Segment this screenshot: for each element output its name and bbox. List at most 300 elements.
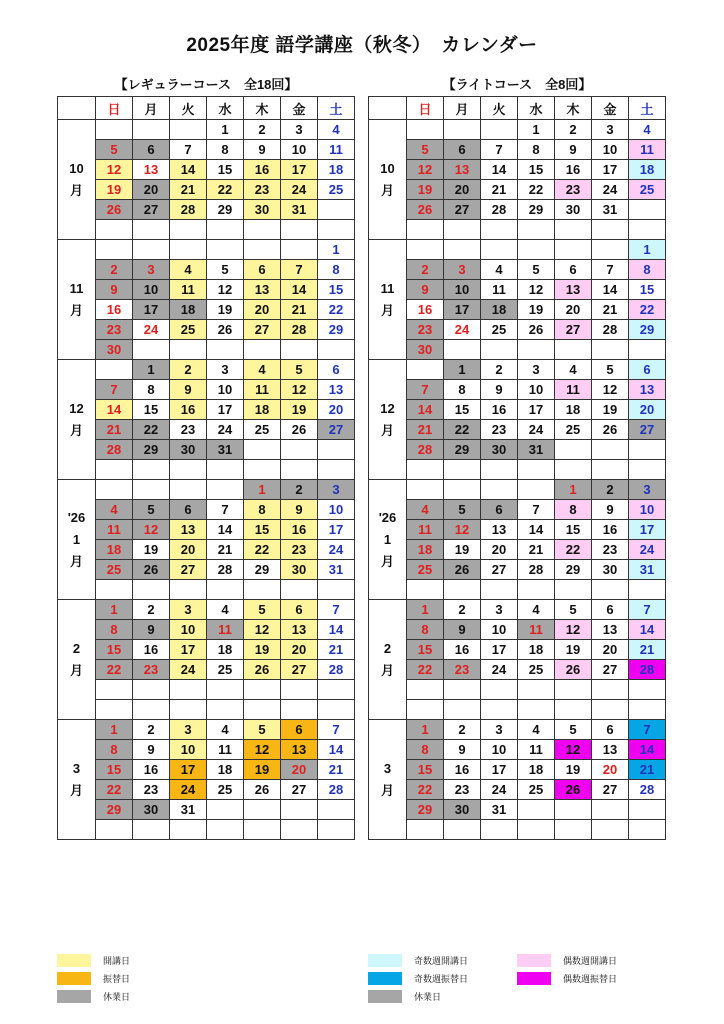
weekday-header: 日 (407, 97, 444, 120)
day-cell (592, 680, 629, 700)
day-cell: 27 (170, 560, 207, 580)
day-cell: 6 (281, 600, 318, 620)
day-cell: 7 (170, 140, 207, 160)
day-cell: 20 (318, 400, 355, 420)
day-cell: 21 (207, 540, 244, 560)
day-cell: 16 (407, 300, 444, 320)
day-cell: 21 (629, 640, 666, 660)
weekday-header: 日 (96, 97, 133, 120)
day-cell: 21 (407, 420, 444, 440)
day-cell: 1 (407, 600, 444, 620)
day-cell: 8 (96, 740, 133, 760)
day-cell: 2 (555, 120, 592, 140)
day-cell: 13 (281, 740, 318, 760)
day-cell: 13 (629, 380, 666, 400)
day-cell (444, 340, 481, 360)
day-cell (96, 120, 133, 140)
day-cell: 7 (207, 500, 244, 520)
month-label: 10 月 (369, 120, 407, 240)
day-cell: 22 (518, 180, 555, 200)
day-cell: 1 (207, 120, 244, 140)
day-cell: 22 (244, 540, 281, 560)
day-cell: 18 (407, 540, 444, 560)
day-cell: 24 (170, 660, 207, 680)
day-cell: 2 (244, 120, 281, 140)
day-cell (481, 220, 518, 240)
day-cell: 16 (170, 400, 207, 420)
day-cell: 10 (481, 740, 518, 760)
day-cell (244, 240, 281, 260)
day-cell: 1 (407, 720, 444, 740)
day-cell (133, 460, 170, 480)
month-label: 12 月 (58, 360, 96, 480)
day-cell: 16 (244, 160, 281, 180)
weekday-header: 土 (318, 97, 355, 120)
day-cell: 17 (207, 400, 244, 420)
day-cell: 23 (96, 320, 133, 340)
day-cell: 24 (481, 660, 518, 680)
day-cell: 7 (592, 260, 629, 280)
day-cell: 18 (207, 640, 244, 660)
day-cell (555, 440, 592, 460)
month-label: 11 月 (58, 240, 96, 360)
day-cell (407, 220, 444, 240)
day-cell (407, 580, 444, 600)
day-cell: 20 (481, 540, 518, 560)
day-cell (281, 240, 318, 260)
day-cell: 5 (555, 720, 592, 740)
week-row (369, 260, 666, 280)
day-cell: 26 (555, 780, 592, 800)
day-cell: 24 (207, 420, 244, 440)
day-cell: 8 (407, 620, 444, 640)
day-cell (444, 220, 481, 240)
day-cell: 20 (133, 180, 170, 200)
day-cell: 17 (170, 760, 207, 780)
day-cell: 7 (481, 140, 518, 160)
week-row (58, 720, 355, 740)
day-cell: 4 (207, 720, 244, 740)
day-cell (407, 820, 444, 840)
weekday-header: 土 (629, 97, 666, 120)
day-cell (629, 580, 666, 600)
day-cell: 6 (133, 140, 170, 160)
week-row (58, 260, 355, 280)
day-cell: 2 (133, 720, 170, 740)
day-cell: 31 (207, 440, 244, 460)
day-cell (96, 820, 133, 840)
day-cell: 9 (133, 620, 170, 640)
day-cell: 4 (96, 500, 133, 520)
day-cell: 7 (629, 600, 666, 620)
day-cell: 12 (281, 380, 318, 400)
day-cell (170, 220, 207, 240)
day-cell: 22 (133, 420, 170, 440)
day-cell: 3 (207, 360, 244, 380)
week-row (58, 220, 355, 240)
week-row (369, 520, 666, 540)
day-cell (170, 820, 207, 840)
day-cell: 26 (133, 560, 170, 580)
day-cell: 18 (244, 400, 281, 420)
day-cell (96, 460, 133, 480)
day-cell: 9 (592, 500, 629, 520)
day-cell: 22 (407, 780, 444, 800)
day-cell: 12 (518, 280, 555, 300)
day-cell: 14 (170, 160, 207, 180)
day-cell (96, 220, 133, 240)
day-cell: 14 (629, 740, 666, 760)
day-cell (592, 580, 629, 600)
day-cell: 31 (629, 560, 666, 580)
day-cell: 27 (555, 320, 592, 340)
day-cell: 14 (518, 520, 555, 540)
legend-swatch (368, 990, 402, 1003)
day-cell: 3 (133, 260, 170, 280)
weekday-header: 木 (244, 97, 281, 120)
day-cell: 25 (555, 420, 592, 440)
day-cell: 31 (481, 800, 518, 820)
day-cell: 26 (281, 420, 318, 440)
day-cell (629, 220, 666, 240)
day-cell: 5 (244, 720, 281, 740)
day-cell: 9 (555, 140, 592, 160)
day-cell (281, 340, 318, 360)
day-cell: 18 (518, 760, 555, 780)
day-cell: 30 (244, 200, 281, 220)
day-cell: 23 (244, 180, 281, 200)
legend-label: 奇数週開講日 (414, 956, 469, 966)
day-cell (592, 220, 629, 240)
page-title: 2025年度 語学講座（秋冬） カレンダー (186, 35, 538, 56)
day-cell: 20 (170, 540, 207, 560)
day-cell (207, 800, 244, 820)
day-cell (207, 240, 244, 260)
day-cell: 1 (518, 120, 555, 140)
day-cell (133, 700, 170, 720)
legend-item (517, 971, 617, 986)
day-cell: 16 (96, 300, 133, 320)
day-cell: 29 (207, 200, 244, 220)
day-cell: 28 (318, 780, 355, 800)
day-cell (170, 680, 207, 700)
day-cell: 25 (207, 780, 244, 800)
day-cell: 25 (244, 420, 281, 440)
day-cell (444, 120, 481, 140)
day-cell (318, 200, 355, 220)
day-cell: 7 (407, 380, 444, 400)
day-cell: 1 (444, 360, 481, 380)
day-cell: 9 (133, 740, 170, 760)
day-cell: 30 (555, 200, 592, 220)
day-cell: 9 (281, 500, 318, 520)
day-cell (555, 220, 592, 240)
week-row (58, 640, 355, 660)
week-row (369, 640, 666, 660)
day-cell: 9 (444, 620, 481, 640)
week-row (58, 540, 355, 560)
day-cell: 11 (555, 380, 592, 400)
day-cell: 6 (592, 600, 629, 620)
day-cell: 16 (133, 640, 170, 660)
day-cell (96, 360, 133, 380)
day-cell: 5 (592, 360, 629, 380)
day-cell: 11 (207, 740, 244, 760)
day-cell (244, 800, 281, 820)
day-cell (318, 440, 355, 460)
day-cell: 25 (629, 180, 666, 200)
day-cell (555, 580, 592, 600)
day-cell: 25 (207, 660, 244, 680)
day-cell: 28 (407, 440, 444, 460)
week-row (369, 500, 666, 520)
legend-item (368, 971, 468, 986)
day-cell: 1 (244, 480, 281, 500)
day-cell: 21 (518, 540, 555, 560)
day-cell: 12 (444, 520, 481, 540)
day-cell: 20 (281, 640, 318, 660)
day-cell: 22 (96, 660, 133, 680)
day-cell: 13 (592, 740, 629, 760)
legend-item (57, 953, 130, 968)
week-row (369, 600, 666, 620)
day-cell: 15 (96, 640, 133, 660)
day-cell: 26 (96, 200, 133, 220)
day-cell (133, 820, 170, 840)
legend-label: 奇数週振替日 (414, 974, 469, 984)
day-cell: 5 (244, 600, 281, 620)
week-row (369, 680, 666, 700)
day-cell: 4 (518, 600, 555, 620)
day-cell: 27 (281, 780, 318, 800)
day-cell: 10 (170, 740, 207, 760)
week-row (369, 440, 666, 460)
week-row (369, 460, 666, 480)
day-cell: 31 (518, 440, 555, 460)
day-cell (518, 460, 555, 480)
day-cell: 2 (481, 360, 518, 380)
day-cell: 20 (244, 300, 281, 320)
day-cell: 7 (318, 720, 355, 740)
day-cell: 31 (170, 800, 207, 820)
day-cell (170, 340, 207, 360)
day-cell: 12 (592, 380, 629, 400)
week-row (369, 280, 666, 300)
week-row (369, 180, 666, 200)
day-cell (629, 820, 666, 840)
week-row (369, 160, 666, 180)
day-cell: 5 (407, 140, 444, 160)
day-cell (318, 220, 355, 240)
day-cell: 26 (244, 660, 281, 680)
day-cell: 28 (318, 660, 355, 680)
day-cell: 3 (444, 260, 481, 280)
day-cell: 22 (207, 180, 244, 200)
day-cell (444, 820, 481, 840)
day-cell: 18 (318, 160, 355, 180)
legend-swatch (517, 972, 551, 985)
day-cell (481, 700, 518, 720)
day-cell: 11 (207, 620, 244, 640)
day-cell: 29 (407, 800, 444, 820)
day-cell: 26 (444, 560, 481, 580)
day-cell: 4 (555, 360, 592, 380)
day-cell (629, 460, 666, 480)
legend-swatch (368, 972, 402, 985)
day-cell: 28 (592, 320, 629, 340)
week-row (58, 460, 355, 480)
month-label: 12 月 (369, 360, 407, 480)
day-cell (318, 680, 355, 700)
day-cell: 6 (481, 500, 518, 520)
week-row (58, 200, 355, 220)
day-cell (244, 700, 281, 720)
day-cell (518, 680, 555, 700)
day-cell (518, 340, 555, 360)
day-cell: 6 (318, 360, 355, 380)
day-cell: 4 (481, 260, 518, 280)
week-row (58, 600, 355, 620)
day-cell (592, 800, 629, 820)
day-cell: 19 (518, 300, 555, 320)
day-cell (170, 120, 207, 140)
week-row (369, 340, 666, 360)
week-row (369, 480, 666, 500)
day-cell (133, 120, 170, 140)
day-cell: 19 (281, 400, 318, 420)
day-cell: 10 (318, 500, 355, 520)
day-cell: 13 (555, 280, 592, 300)
calendar-grid (368, 96, 666, 840)
weekday-header: 火 (481, 97, 518, 120)
day-cell: 11 (96, 520, 133, 540)
day-cell: 8 (96, 620, 133, 640)
month-label: 2 月 (58, 600, 96, 720)
week-row (58, 680, 355, 700)
day-cell: 8 (207, 140, 244, 160)
day-cell: 8 (629, 260, 666, 280)
day-cell: 4 (318, 120, 355, 140)
month-label: '26 1 月 (369, 480, 407, 600)
day-cell: 18 (170, 300, 207, 320)
day-cell (207, 340, 244, 360)
day-cell: 3 (518, 360, 555, 380)
day-cell: 10 (481, 620, 518, 640)
day-cell: 16 (592, 520, 629, 540)
day-cell (481, 480, 518, 500)
day-cell (518, 480, 555, 500)
day-cell: 25 (318, 180, 355, 200)
day-cell: 13 (281, 620, 318, 640)
day-cell: 5 (96, 140, 133, 160)
day-cell: 4 (207, 600, 244, 620)
day-cell: 24 (281, 180, 318, 200)
day-cell: 6 (244, 260, 281, 280)
day-cell: 15 (518, 160, 555, 180)
day-cell: 8 (133, 380, 170, 400)
day-cell: 19 (555, 640, 592, 660)
day-cell: 27 (592, 660, 629, 680)
day-cell: 9 (444, 740, 481, 760)
day-cell: 26 (207, 320, 244, 340)
day-cell: 14 (281, 280, 318, 300)
day-cell: 11 (481, 280, 518, 300)
day-cell: 11 (518, 740, 555, 760)
day-cell (555, 460, 592, 480)
day-cell: 1 (629, 240, 666, 260)
day-cell: 28 (481, 200, 518, 220)
day-cell: 9 (481, 380, 518, 400)
week-row (58, 700, 355, 720)
weekday-header: 月 (444, 97, 481, 120)
day-cell: 9 (170, 380, 207, 400)
day-cell (170, 580, 207, 600)
day-cell: 25 (407, 560, 444, 580)
day-cell (133, 240, 170, 260)
day-cell (318, 800, 355, 820)
day-cell: 24 (444, 320, 481, 340)
day-cell: 17 (318, 520, 355, 540)
day-cell: 17 (281, 160, 318, 180)
day-cell: 29 (96, 800, 133, 820)
day-cell: 20 (629, 400, 666, 420)
day-cell: 8 (518, 140, 555, 160)
legend-swatch (57, 990, 91, 1003)
day-cell: 23 (592, 540, 629, 560)
day-cell: 27 (281, 660, 318, 680)
week-row (58, 620, 355, 640)
day-cell: 21 (170, 180, 207, 200)
day-cell: 28 (281, 320, 318, 340)
day-cell (207, 680, 244, 700)
day-cell (281, 460, 318, 480)
day-cell: 16 (444, 760, 481, 780)
day-cell: 9 (407, 280, 444, 300)
day-cell: 25 (170, 320, 207, 340)
day-cell (244, 440, 281, 460)
day-cell: 7 (518, 500, 555, 520)
day-cell (170, 240, 207, 260)
week-row (58, 440, 355, 460)
week-row (369, 580, 666, 600)
day-cell: 29 (133, 440, 170, 460)
day-cell (629, 200, 666, 220)
day-cell: 24 (318, 540, 355, 560)
day-cell: 11 (244, 380, 281, 400)
day-cell: 30 (407, 340, 444, 360)
day-cell (318, 700, 355, 720)
day-cell: 7 (281, 260, 318, 280)
weekday-header: 水 (518, 97, 555, 120)
day-cell: 14 (318, 740, 355, 760)
day-cell: 27 (481, 560, 518, 580)
day-cell: 10 (444, 280, 481, 300)
day-cell: 19 (555, 760, 592, 780)
day-cell (318, 580, 355, 600)
week-row (369, 540, 666, 560)
day-cell: 12 (244, 740, 281, 760)
day-cell: 7 (96, 380, 133, 400)
day-cell (592, 820, 629, 840)
week-row (369, 200, 666, 220)
day-cell: 21 (318, 640, 355, 660)
day-cell: 26 (244, 780, 281, 800)
day-cell: 19 (592, 400, 629, 420)
day-cell: 5 (444, 500, 481, 520)
regular-course-heading: 【レギュラーコース 全18回】 (114, 77, 298, 92)
week-row (58, 780, 355, 800)
week-row (58, 280, 355, 300)
